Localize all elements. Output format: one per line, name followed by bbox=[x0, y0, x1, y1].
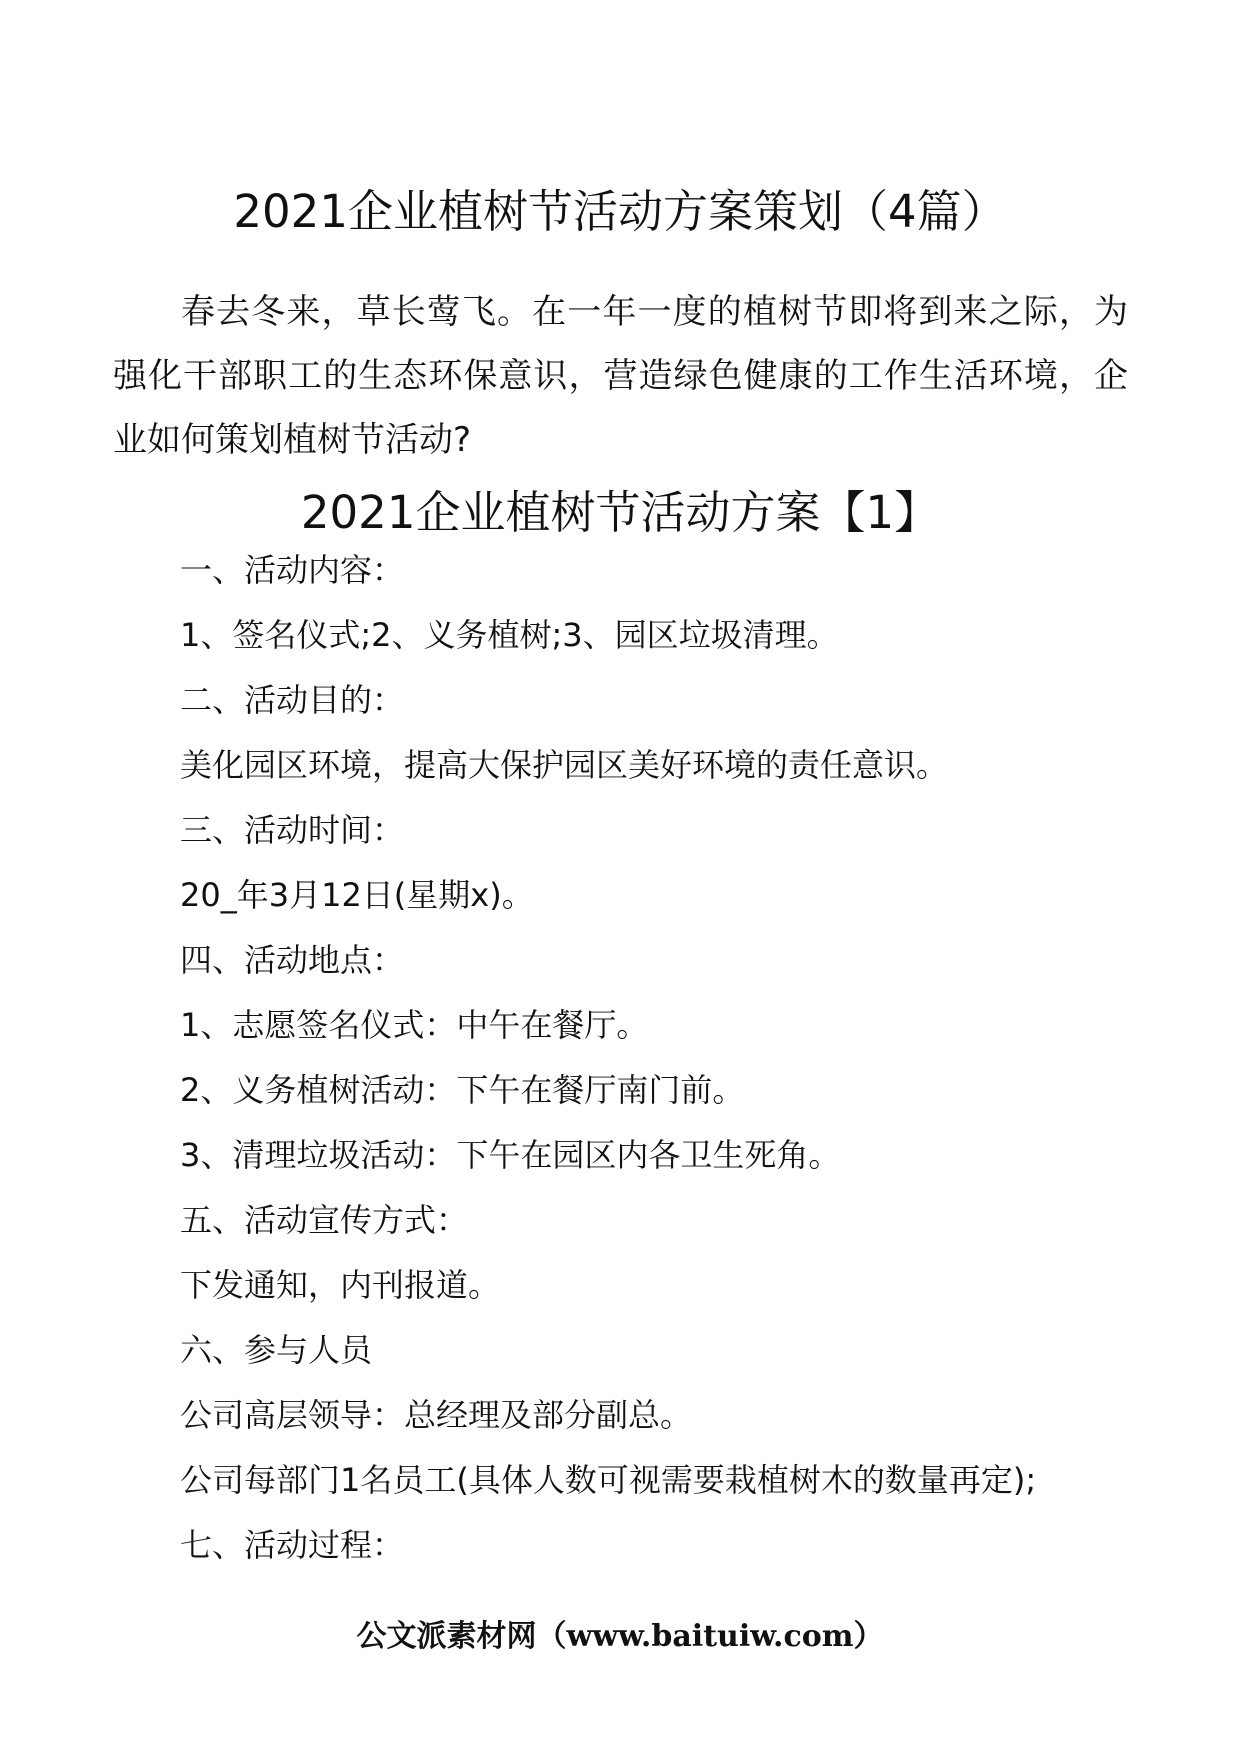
participants-leaders: 公司高层领导：总经理及部分副总。 bbox=[180, 1396, 693, 1434]
heading-participants: 六、参与人员 bbox=[180, 1331, 373, 1369]
location-item-3: 3、清理垃圾活动：下午在园区内各卫生死角。 bbox=[180, 1136, 841, 1174]
activity-content-text: 1、签名仪式;2、义务植树;3、园区垃圾清理。 bbox=[180, 616, 839, 654]
document-title: 2021企业植树节活动方案策划（4篇） bbox=[233, 185, 1007, 238]
activity-time-text: 20_年3月12日(星期x)。 bbox=[180, 876, 534, 914]
heading-activity-location: 四、活动地点： bbox=[180, 941, 405, 979]
heading-promotion-method: 五、活动宣传方式： bbox=[180, 1201, 469, 1239]
page-footer: 公文派素材网（www.baituiw.com） bbox=[356, 1619, 884, 1654]
location-item-1: 1、志愿签名仪式：中午在餐厅。 bbox=[180, 1006, 649, 1044]
heading-activity-content: 一、活动内容： bbox=[180, 551, 405, 589]
promotion-method-text: 下发通知，内刊报道。 bbox=[180, 1266, 501, 1304]
heading-activity-purpose: 二、活动目的： bbox=[180, 681, 405, 719]
intro-paragraph: 春去冬来，草长莺飞。在一年一度的植树节即将到来之际，为强化干部职工的生态环保意识，营造绿色健康的工作生活环境，企业如何策划植树节活动? bbox=[113, 292, 1128, 460]
section-title: 2021企业植树节活动方案【1】 bbox=[300, 486, 940, 539]
heading-activity-process: 七、活动过程： bbox=[180, 1526, 405, 1564]
location-item-2: 2、义务植树活动：下午在餐厅南门前。 bbox=[180, 1071, 745, 1109]
activity-purpose-text: 美化园区环境，提高大保护园区美好环境的责任意识。 bbox=[180, 746, 949, 784]
heading-activity-time: 三、活动时间： bbox=[180, 811, 405, 849]
participants-staff: 公司每部门1名员工(具体人数可视需要栽植树木的数量再定); bbox=[180, 1461, 1037, 1499]
